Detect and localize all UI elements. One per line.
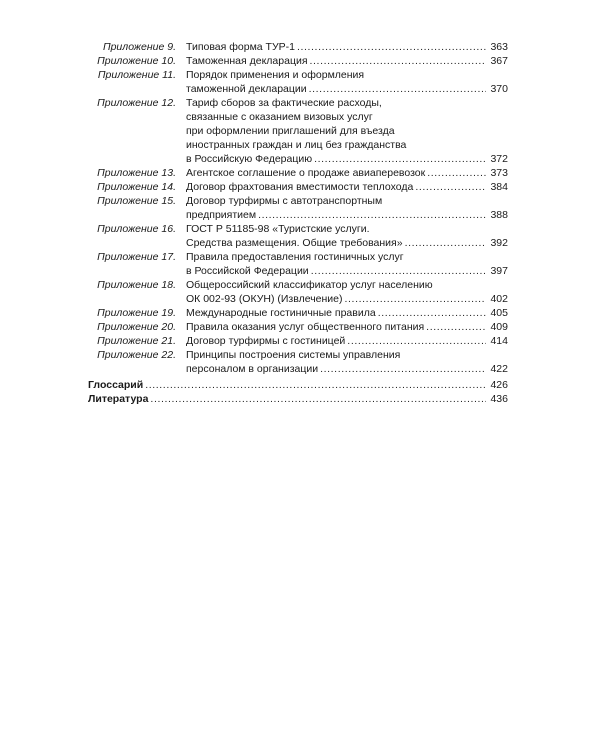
toc-entry-last-line [186,180,508,194]
dot-leader [378,306,487,320]
toc-entry-last-line [186,362,508,376]
toc-entry-body [186,40,508,54]
toc-entry [88,96,508,166]
toc-entry-label: Приложение 9. [102,41,176,53]
dot-leader [310,54,487,68]
toc-entry-title-line: Договор турфирмы с автотранспортным [186,195,383,207]
table-of-contents [88,40,508,406]
toc-entry-title-line: Порядок применения и оформления [186,69,365,81]
toc-entry-title-line: в Российской Федерации [186,265,309,277]
toc-entry-body [186,96,508,166]
toc-entry-last-line [186,82,508,96]
toc-entry-last-line [186,334,508,348]
toc-entry-body [186,334,508,348]
toc-entry-last-line [186,306,508,320]
toc-entry-title-line: Агентское соглашение о продаже авиаперевозок [186,167,426,179]
toc-page-number: 409 [490,321,508,333]
toc-page-number: 372 [490,153,508,165]
toc-entry-title-line: при оформлении приглашений для въезда [186,125,395,137]
toc-entry-title-line: ГОСТ Р 51185-98 «Туристские услуги. [186,223,370,235]
toc-page-number: 388 [490,209,508,221]
toc-page-number: 436 [490,393,508,405]
toc-entry-last-line [186,208,508,222]
toc-entry-body [186,68,508,96]
dot-leader [311,264,487,278]
toc-section-glossary [88,378,508,392]
toc-entry-title-line: Средства размещения. Общие требования» [186,237,403,249]
dot-leader [258,208,486,222]
toc-page-number: 426 [490,379,508,391]
dot-leader [427,166,486,180]
toc-entry-title-line: Международные гостиничные правила [186,307,376,319]
toc-entry-title-line: Тариф сборов за фактические расходы, [186,97,382,109]
toc-entry-label: Приложение 14. [97,181,176,193]
dot-leader [405,236,487,250]
toc-page-number: 373 [490,167,508,179]
dot-leader [345,292,487,306]
toc-section-title: Глоссарий [88,379,144,391]
toc-entry-body [186,320,508,334]
toc-section-title: Литература [88,393,149,405]
toc-entry-title-line: Правила предоставления гостиничных услуг [186,251,404,263]
dot-leader [415,180,486,194]
toc-entry-label: Приложение 12. [97,97,176,109]
toc-entry-body [186,250,508,278]
toc-section-literature [88,392,508,406]
toc-entry-label: Приложение 20. [97,321,176,333]
toc-entry-title-line: ОК 002-93 (ОКУН) (Извлечение) [186,293,343,305]
toc-page-number: 405 [490,307,508,319]
toc-entry-label: Приложение 15. [97,195,176,207]
toc-entry-label: Приложение 19. [97,307,176,319]
toc-entry-title-line: Договор фрахтования вместимости теплохода [186,181,414,193]
toc-entry-last-line [186,40,508,54]
toc-entry-body [186,306,508,320]
toc-page-number: 370 [490,83,508,95]
toc-page-number: 384 [490,181,508,193]
toc-entry-title-line: связанные с оказанием визовых услуг [186,111,373,123]
toc-entry-body [186,166,508,180]
toc-page-number: 422 [490,363,508,375]
toc-entry [88,320,508,334]
dot-leader [145,378,486,392]
toc-entry-title-line: Принципы построения системы управления [186,349,401,361]
toc-entry-title-line: предприятием [186,209,257,221]
dot-leader [426,320,486,334]
toc-entry-body [186,348,508,376]
toc-entry-body [186,54,508,68]
toc-page-number: 414 [490,335,508,347]
toc-entry-label: Приложение 11. [97,69,176,81]
toc-entry [88,222,508,250]
toc-entry-title-line: Договор турфирмы с гостиницей [186,335,346,347]
toc-page-number: 397 [490,265,508,277]
toc-entry-title-line: Общероссийский классификатор услуг населению [186,279,433,291]
toc-entry [88,194,508,222]
toc-entry-last-line [186,166,508,180]
toc-entry-body [186,222,508,250]
toc-entry-label: Приложение 17. [97,251,176,263]
toc-entry-title-line: персоналом в организации [186,363,319,375]
toc-entry-label: Приложение 18. [97,279,176,291]
toc-page-number: 402 [490,293,508,305]
toc-entry-body [186,278,508,306]
toc-entry-last-line [186,320,508,334]
toc-entry [88,250,508,278]
toc-entry-body [186,194,508,222]
toc-entry [88,166,508,180]
toc-entry-last-line [186,152,508,166]
toc-entry-last-line [186,54,508,68]
toc-entry-title-line: Типовая форма ТУР-1 [186,41,295,53]
toc-entry [88,334,508,348]
dot-leader [314,152,486,166]
toc-entry [88,180,508,194]
toc-entry-label: Приложение 10. [97,55,176,67]
toc-page-number: 363 [490,41,508,53]
toc-entry [88,306,508,320]
toc-entry-title-line: Правила оказания услуг общественного питания [186,321,425,333]
toc-entry-last-line [186,236,508,250]
toc-page-number: 392 [490,237,508,249]
toc-entry-label: Приложение 21. [97,335,176,347]
toc-entry-label: Приложение 16. [97,223,176,235]
toc-entry [88,40,508,54]
toc-entry-body [186,180,508,194]
toc-entry-title-line: Таможенная декларация [186,55,308,67]
dot-leader [150,392,486,406]
dot-leader [297,40,487,54]
toc-entry [88,68,508,96]
dot-leader [309,82,487,96]
toc-entry [88,348,508,376]
toc-entry [88,54,508,68]
dot-leader [320,362,486,376]
toc-entry [88,278,508,306]
toc-entry-last-line [186,292,508,306]
toc-entry-title-line: иностранных граждан и лиц без гражданства [186,139,407,151]
toc-entry-title-line: в Российскую Федерацию [186,153,313,165]
toc-entry-last-line [186,264,508,278]
toc-entry-title-line: таможенной декларации [186,83,307,95]
toc-entry-label: Приложение 13. [97,167,176,179]
toc-page-number: 367 [490,55,508,67]
dot-leader [347,334,486,348]
toc-entry-label: Приложение 22. [97,349,176,361]
